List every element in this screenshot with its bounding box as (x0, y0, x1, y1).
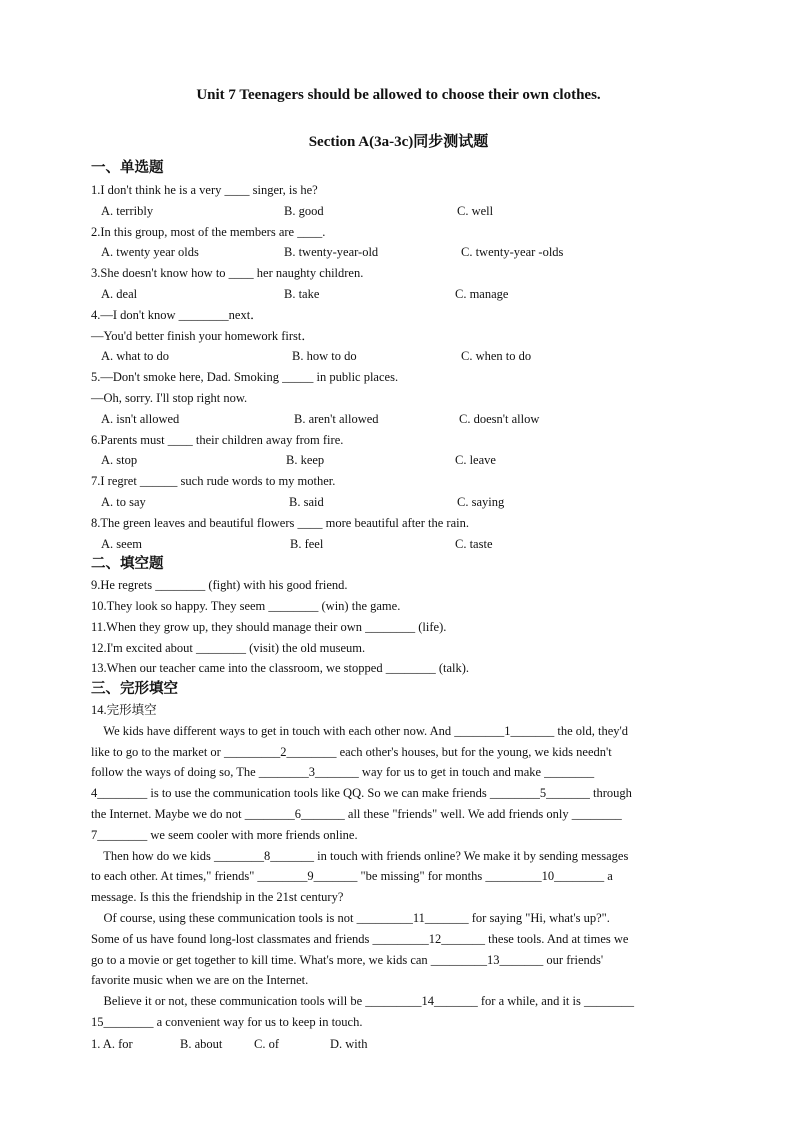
cloze-passage-line: Believe it or not, these communication tools will be _________14_______ for a while, and it is ________ (91, 994, 634, 1008)
option-a: 1. A. for (91, 1037, 133, 1051)
options-row (91, 534, 706, 554)
cloze-passage-line: favorite music when we are on the Internet. (91, 973, 309, 987)
cloze-passage-line: to each other. At times," friends" ________9_______ "be missing" for months _________10________ a (91, 869, 613, 883)
cloze-passage-line: go to a movie or get together to kill time. What's more, we kids can _________13_______ our friends' (91, 953, 604, 967)
fill-question: 13.When our teacher came into the classroom, we stopped ________ (talk). (91, 661, 470, 675)
options-row (91, 450, 706, 470)
cloze-passage-line: Some of us have found long-lost classmates and friends _________12_______ these tools. And at times we (91, 932, 629, 946)
option-b: B. feel (290, 537, 324, 551)
cloze-passage-line: We kids have different ways to get in touch with each other now. And ________1_______ the old, they'd (91, 724, 629, 738)
question-stem: 7.I regret ______ such rude words to my mother. (91, 474, 336, 488)
option-c: C. saying (457, 495, 505, 509)
question-stem: 4.—I don't know ________next． (91, 308, 263, 322)
option-c: C. leave (455, 453, 496, 467)
options-row (91, 284, 706, 304)
option-b: B. keep (286, 453, 325, 467)
option-a: A. deal (101, 287, 138, 301)
option-b: B. good (284, 204, 324, 218)
question-stem: 8.The green leaves and beautiful flowers ____ more beautiful after the rain. (91, 516, 469, 530)
cloze-passage-line: like to go to the market or _________2________ each other's houses, but for the young, we kids needn't (91, 745, 612, 759)
option-c: C. twenty-year -olds (461, 245, 564, 259)
cloze-passage-line: follow the ways of doing so, The ________3_______ way for us to get in touch and make ________ (91, 765, 595, 779)
option-c: C. of (254, 1037, 279, 1051)
question-stem: 2.In this group, most of the members are ____. (91, 225, 326, 239)
section-heading-cloze: 三、完形填空 (91, 681, 178, 697)
option-a: A. terribly (101, 204, 154, 218)
option-b: B. aren't allowed (294, 412, 379, 426)
cloze-passage-line: Then how do we kids ________8_______ in touch with friends online? We make it by sending messages (91, 849, 629, 863)
option-a: A. stop (101, 453, 138, 467)
cloze-passage-line: 15________ a convenient way for us to keep in touch. (91, 1015, 363, 1029)
fill-question: 11.When they grow up, they should manage their own ________ (life). (91, 620, 447, 634)
cloze-passage-line: the Internet. Maybe we do not ________6_______ all these "friends" well. We add friends only ________ (91, 807, 622, 821)
fill-question: 10.They look so happy. They seem ________ (win) the game. (91, 599, 401, 613)
document-title: Unit 7 Teenagers should be allowed to choose their own clothes. (196, 87, 601, 103)
options-row (91, 201, 706, 221)
section-heading-single-choice: 一、单选题 (91, 160, 164, 176)
question-stem-continued: —You'd better finish your homework first． (91, 329, 314, 343)
options-row (91, 346, 706, 366)
option-b: B. said (289, 495, 324, 509)
option-b: B. take (284, 287, 320, 301)
option-a: A. isn't allowed (101, 412, 180, 426)
option-a: A. what to do (101, 349, 170, 363)
cloze-passage-line: 7________ we seem cooler with more friends online. (91, 828, 358, 842)
option-c: C. taste (455, 537, 493, 551)
option-a: A. to say (101, 495, 146, 509)
cloze-passage-line: 4________ is to use the communication tools like QQ. So we can make friends ________5_______ through (91, 786, 632, 800)
question-stem: 5.—Don't smoke here, Dad. Smoking _____ in public places. (91, 370, 399, 384)
options-row (91, 409, 706, 429)
option-b: B. twenty-year-old (284, 245, 379, 259)
section-heading-fill-blank: 二、填空题 (91, 556, 164, 572)
option-a: A. seem (101, 537, 142, 551)
option-c: C. well (457, 204, 494, 218)
cloze-passage-line: Of course, using these communication tools is not _________11_______ for saying "Hi, what's up?". (91, 911, 610, 925)
question-stem: 6.Parents must ____ their children away from fire. (91, 433, 344, 447)
options-row (91, 242, 706, 262)
option-c: C. when to do (461, 349, 532, 363)
option-a: A. twenty year olds (101, 245, 199, 259)
options-row (91, 492, 706, 512)
fill-question: 12.I'm excited about ________ (visit) the old museum. (91, 641, 366, 655)
cloze-label: 14.完形填空 (91, 703, 157, 717)
question-stem-continued: —Oh, sorry. I'll stop right now. (91, 391, 248, 405)
option-d: D. with (330, 1037, 368, 1051)
option-b: B. how to do (292, 349, 357, 363)
cloze-options-row (91, 1034, 706, 1054)
option-c: C. manage (455, 287, 509, 301)
option-b: B. about (180, 1037, 223, 1051)
question-stem: 1.I don't think he is a very ____ singer, is he? (91, 183, 318, 197)
question-stem: 3.She doesn't know how to ____ her naughty children. (91, 266, 364, 280)
option-c: C. doesn't allow (459, 412, 540, 426)
cloze-passage-line: message. Is this the friendship in the 21st century? (91, 890, 344, 904)
fill-question: 9.He regrets ________ (fight) with his good friend. (91, 578, 348, 592)
document-subtitle: Section A(3a-3c)同步测试题 (308, 134, 489, 150)
